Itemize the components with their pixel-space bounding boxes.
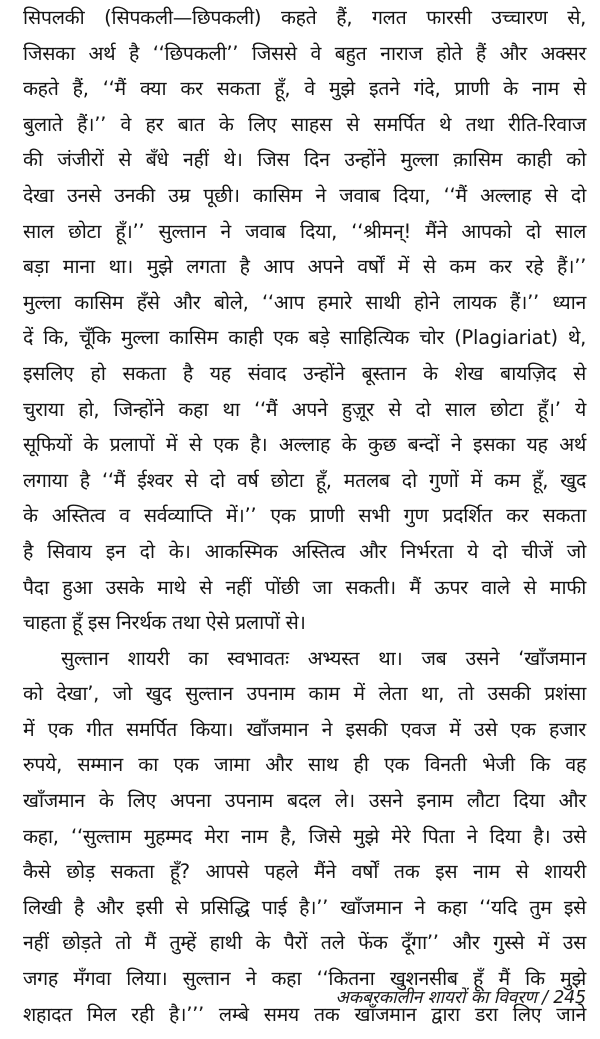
- text-line: खाँजमान के लिए अपना उपनाम बदल ले। उसने इनाम लौटा दिया और: [23, 789, 586, 813]
- text-line: नहीं छोड़ते तो मैं तुम्हें हाथी के पैरों तले फेंक दूँगा’’ और गुस्से में उस: [23, 931, 586, 955]
- text-line: देखा उनसे उनकी उम्र पूछी। कासिम ने जवाब दिया, ‘‘मैं अल्लाह से दो: [23, 183, 586, 207]
- page-body: [23, 0, 586, 1032]
- text-line: चुराया हो, जिन्होंने कहा था ‘‘मैं अपने हुज़ूर से दो साल छोटा हूँ।’ ये: [23, 397, 586, 421]
- text-line: मुल्ला कासिम हँसे और बोले, ‘‘आप हमारे साथी होने लायक हैं।’’ ध्यान: [23, 290, 586, 314]
- text-line: सूफियों के प्रलापों में से एक है। अल्लाह के कुछ बन्दों ने इसका यह अर्थ: [23, 433, 586, 457]
- text-line: के अस्तित्व व सर्वव्याप्ति में।’’ एक प्राणी सभी गुण प्रदर्शित कर सकता: [23, 504, 586, 528]
- text-line: की जंजीरों से बँधे नहीं थे। जिस दिन उन्होंने मुल्ला क़ासिम काही को: [23, 148, 586, 172]
- text-line: शहादत मिल रही है।’’’ लम्बे समय तक खाँजमान द्वारा डरा लिए जाने: [23, 1002, 586, 1026]
- text-line: को देखा’, जो खुद सुल्तान उपनाम काम में लेता था, तो उसकी प्रशंसा: [23, 682, 586, 706]
- text-line: कैसे छोड़ सकता हूँ? आपसे पहले मैंने वर्षों तक इस नाम से शायरी: [23, 860, 586, 884]
- page-number: 245: [553, 988, 586, 1008]
- text-line: रुपये, सम्मान का एक जामा और साथ ही एक विनती भेजी कि वह: [23, 753, 586, 777]
- text-line: सिपलकी (सिपकली—छिपकली) कहते हैं, गलत फारसी उच्चारण से,: [23, 6, 586, 29]
- text-line: जगह मँगवा लिया। सुल्तान ने कहा ‘‘कितना खुशनसीब हूँ मैं कि मुझे: [23, 967, 586, 991]
- text-line: बड़ा माना था। मुझे लगता है आप अपने वर्षों में से कम कर रहे हैं।’’: [23, 255, 586, 279]
- running-title: अकबरकालीन शायरों का विवरण: [335, 988, 537, 1008]
- text-line: इसलिए हो सकता है यह संवाद उन्होंने बूस्तान के शेख बायज़िद से: [23, 361, 586, 385]
- text-line: कहा, ‘‘सुल्ताम मुहम्मद मेरा नाम है, जिसे मुझे मेरे पिता ने दिया है। उसे: [23, 824, 586, 848]
- text-line: बुलाते हैं।’’ वे हर बात के लिए साहस से समर्पित थे तथा रीति-रिवाज: [23, 112, 586, 136]
- text-line: साल छोटा हूँ।’’ सुल्तान ने जवाब दिया, ‘‘श्रीमन्! मैंने आपको दो साल: [23, 219, 586, 243]
- text-line: जिसका अर्थ है ‘‘छिपकली’’ जिससे वे बहुत नाराज होते हैं और अक्सर: [23, 41, 586, 65]
- text-line: लिखी है और इसी से प्रसिद्धि पाई है।’’ खाँजमान ने कहा ‘‘यदि तुम इसे: [23, 895, 586, 919]
- footer-separator: /: [542, 988, 548, 1008]
- text-line: में एक गीत समर्पित किया। खाँजमान ने इसकी एवज में उसे एक हजार: [23, 717, 586, 741]
- paragraph-start-line: सुल्तान शायरी का स्वभावतः अभ्यस्त था। जब उसने ‘खाँजमान: [61, 646, 586, 670]
- text-line: लगाया है ‘‘मैं ईश्वर से दो वर्ष छोटा हूँ, मतलब दो गुणों में कम हूँ, खुद: [23, 468, 586, 492]
- text-line: दें कि, चूँकि मुल्ला कासिम काही एक बड़े साहित्यिक चोर (Plagiariat) थे,: [23, 326, 586, 350]
- text-line: कहते हैं, ‘‘मैं क्या कर सकता हूँ, वे मुझे इतने गंदे, प्राणी के नाम से: [23, 77, 586, 101]
- paragraph-end-line: चाहता हूँ इस निरर्थक तथा ऐसे प्रलापों से।: [23, 611, 306, 635]
- page-footer: [336, 985, 586, 1009]
- text-line: पैदा हुआ उसके माथे से नहीं पोंछी जा सकती। मैं ऊपर वाले से माफी: [23, 575, 586, 599]
- text-line: है सिवाय इन दो के। आकस्मिक अस्तित्व और निर्भरता ये दो चीजें जो: [23, 539, 586, 563]
